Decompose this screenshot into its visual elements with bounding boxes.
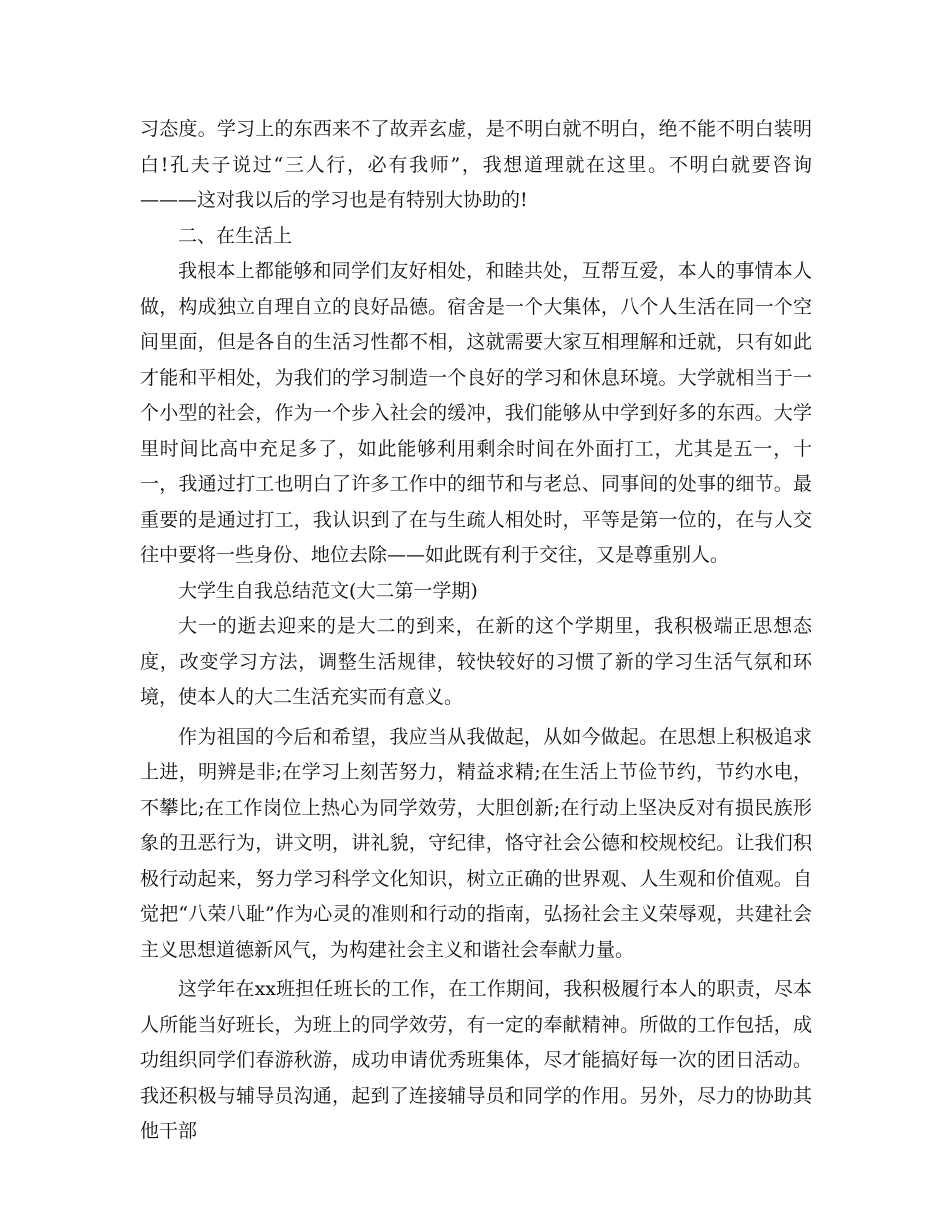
- paragraph-sophomore-intro: 大一的逝去迎来的是大二的到来，在新的这个学期里，我积极端正思想态度，改变学习方法，调整生活规律，较快较好的习惯了新的学习生活气氛和环境，使本人的大二生活充实而有意义。: [140, 615, 812, 708]
- section-heading-life: 二、在生活上: [178, 224, 293, 247]
- section-heading-summary-title: 大学生自我总结范文(大二第一学期): [178, 579, 478, 602]
- paragraph-study-attitude: 习态度。学习上的东西来不了故弄玄虚，是不明白就不明白，绝不能不明白装明白!孔夫子说过“三人行，必有我师”，我想道理就在这里。不明白就要咨询———这对我以后的学习也是有特别大协助的!: [140, 118, 812, 211]
- document-body: [140, 112, 812, 1150]
- paragraph-ideology: 作为祖国的今后和希望，我应当从我做起，从如今做起。在思想上积极追求上进，明辨是非;在学习上刻苦努力，精益求精;在生活上节俭节约，节约水电，不攀比;在工作岗位上热心为同学效劳，大胆创新;在行动上坚决反对有损民族形象的丑恶行为，讲文明，讲礼貌，守纪律，恪守社会公德和校规校纪。让我们积极行动起来，努力学习科学文化知识，树立正确的世界观、人生观和价值观。自觉把“八荣八耻”作为心灵的准则和行动的指南，弘扬社会主义荣辱观，共建社会主义思想道德新风气，为构建社会主义和谐社会奉献力量。: [140, 725, 812, 961]
- paragraph-life: 我根本上都能够和同学们友好相处，和睦共处，互帮互爱，本人的事情本人做，构成独立自理自立的良好品德。宿舍是一个大集体，八个人生活在同一个空间里面，但是各自的生活习性都不相，这就需要大家互相理解和迁就，只有如此才能和平相处，为我们的学习制造一个良好的学习和休息环境。大学就相当于一个小型的社会，作为一个步入社会的缓冲，我们能够从中学到好多的东西。大学里时间比高中充足多了，如此能够利用剩余时间在外面打工，尤其是五一，十一，我通过打工也明白了许多工作中的细节和与老总、同事间的处事的细节。最重要的是通过打工，我认识到了在与生疏人相处时，平等是第一位的，在与人交往中要将一些身份、地位去除——如此既有利于交往，又是尊重别人。: [140, 260, 812, 566]
- paragraph-class-monitor: 这学年在xx班担任班长的工作，在工作期间，我积极履行本人的职责，尽本人所能当好班长，为班上的同学效劳，有一定的奉献精神。所做的工作包括，成功组织同学们春游秋游，成功申请优秀班集体，尽才能搞好每一次的团日活动。我还积极与辅导员沟通，起到了连接辅导员和同学的作用。另外，尽力的协助其他干部: [140, 978, 812, 1142]
